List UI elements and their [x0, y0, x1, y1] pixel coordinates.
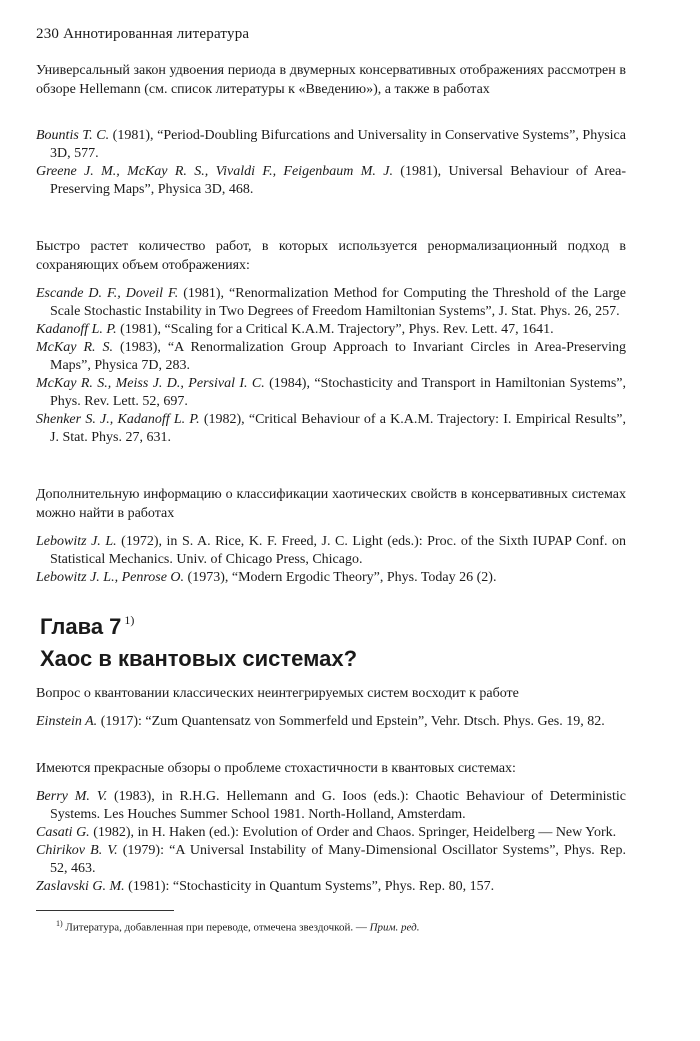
reference-text: (1981): “Stochasticity in Quantum Systems”, Phys. Rep. 80, 157. [124, 879, 495, 894]
reference-authors: Lebowitz J. L. [36, 534, 117, 549]
reference-item [36, 788, 626, 824]
section1-intro: Универсальный закон удвоения периода в двумерных консервативных отображениях рассмотрен в обзоре Hellemann (см. список литературы к «Введению»), а также в работах [36, 63, 626, 97]
reference-item [36, 878, 626, 896]
reference-text: (1972), in S. A. Rice, K. F. Freed, J. C. Light (eds.): Proc. of the Sixth IUPAP Conf. on Statistical Mechanics. Univ. of Chicago Press, Chicago. [50, 534, 627, 567]
footnote-mark: 1) [56, 919, 63, 928]
reference-authors: Shenker S. J., Kadanoff L. P. [36, 412, 200, 427]
reference-authors: McKay R. S. [36, 340, 114, 355]
reference-authors: Kadanoff L. P. [36, 322, 117, 337]
footnote-divider [36, 910, 174, 911]
footnote-editor-note: Прим. ред. [369, 921, 420, 934]
running-title: Аннотированная литература [63, 26, 250, 42]
reference-authors: Greene J. M., McKay R. S., Vivaldi F., Feigenbaum M. J. [36, 164, 393, 179]
reference-item [36, 411, 626, 447]
reference-item [36, 842, 626, 878]
reference-text: (1917): “Zum Quantensatz von Sommerfeld und Epstein”, Vehr. Dtsch. Phys. Ges. 19, 82. [97, 714, 605, 729]
chapter-footnote-mark: 1) [124, 613, 135, 627]
section3-references [36, 533, 626, 587]
reference-authors: McKay R. S., Meiss J. D., Persival I. C. [36, 376, 265, 391]
section4-references [36, 713, 626, 731]
reference-authors: Escande D. F., Doveil F. [36, 286, 179, 301]
page [36, 26, 626, 935]
reference-authors: Lebowitz J. L., Penrose O. [36, 570, 185, 585]
reference-authors: Einstein A. [36, 714, 98, 729]
footnote [56, 917, 626, 935]
reference-text: (1979): “A Universal Instability of Many-Dimensional Oscillator Systems”, Phys. Rep. 52, 463. [50, 843, 626, 876]
running-head [36, 26, 626, 43]
reference-text: (1981), “Scaling for a Critical K.A.M. Trajectory”, Phys. Rev. Lett. 47, 1641. [116, 322, 554, 337]
chapter-number: Глава 7 [40, 614, 122, 639]
reference-text: (1982), in H. Haken (ed.): Evolution of Order and Chaos. Springer, Heidelberg — New York. [89, 825, 617, 840]
reference-authors: Chirikov B. V. [36, 843, 118, 858]
reference-item [36, 533, 626, 569]
reference-item [36, 285, 626, 321]
section5-intro: Имеются прекрасные обзоры о проблеме стохастичности в квантовых системах: [36, 761, 516, 776]
section4-intro: Вопрос о квантовании классических неинтегрируемых систем восходит к работе [36, 686, 519, 701]
section1-references [36, 127, 626, 199]
reference-item [36, 339, 626, 375]
reference-text: (1981), “Period-Doubling Bifurcations and Universality in Conservative Systems”, Physica 3D, 577. [50, 128, 626, 161]
reference-item [36, 569, 626, 587]
reference-item [36, 163, 626, 199]
section3-intro: Дополнительную информацию о классификации хаотических свойств в консервативных системах можно найти в работах [36, 487, 626, 521]
reference-authors: Berry M. V. [36, 789, 108, 804]
footnote-text: Литература, добавленная при переводе, отмечена звездочкой. — [65, 921, 370, 934]
reference-text: (1981), Universal Behaviour of Area-Preserving Maps”, Physica 3D, 468. [50, 164, 626, 197]
section2-intro: Быстро растет количество работ, в которых используется ренормализационный подход в сохраняющих объем отображениях: [36, 239, 626, 273]
reference-text: (1981), “Renormalization Method for Computing the Threshold of the Large Scale Stochastic Instability in Two Degrees of Freedom Hamiltonian Systems”, J. Stat. Phys. 26, 257. [50, 286, 626, 319]
reference-item [36, 713, 626, 731]
section2-references [36, 285, 626, 447]
chapter-label [40, 605, 626, 642]
reference-text: (1984), “Stochasticity and Transport in Hamiltonian Systems”, Phys. Rev. Lett. 52, 697. [50, 376, 627, 409]
reference-text: (1973), “Modern Ergodic Theory”, Phys. Today 26 (2). [184, 570, 497, 585]
reference-text: (1983), “A Renormalization Group Approach to Invariant Circles in Area-Preserving Maps”, Physica 7D, 283. [50, 340, 626, 373]
reference-item [36, 127, 626, 163]
reference-item [36, 375, 626, 411]
reference-text: (1982), “Critical Behaviour of a K.A.M. Trajectory: I. Empirical Results”, J. Stat. Phys. 27, 631. [50, 412, 626, 445]
chapter-title: Хаос в квантовых системах? [40, 646, 358, 671]
reference-text: (1983), in R.H.G. Hellemann and G. Ioos (eds.): Chaotic Behaviour of Deterministic Systems. Les Houches Summer School 1981. North-Holland, Amsterdam. [50, 789, 626, 822]
reference-authors: Bountis T. C. [36, 128, 110, 143]
reference-item [36, 824, 626, 842]
reference-authors: Casati G. [36, 825, 90, 840]
section5-references [36, 788, 626, 896]
reference-item [36, 321, 626, 339]
page-number: 230 [36, 26, 60, 42]
reference-authors: Zaslavski G. M. [36, 879, 125, 894]
